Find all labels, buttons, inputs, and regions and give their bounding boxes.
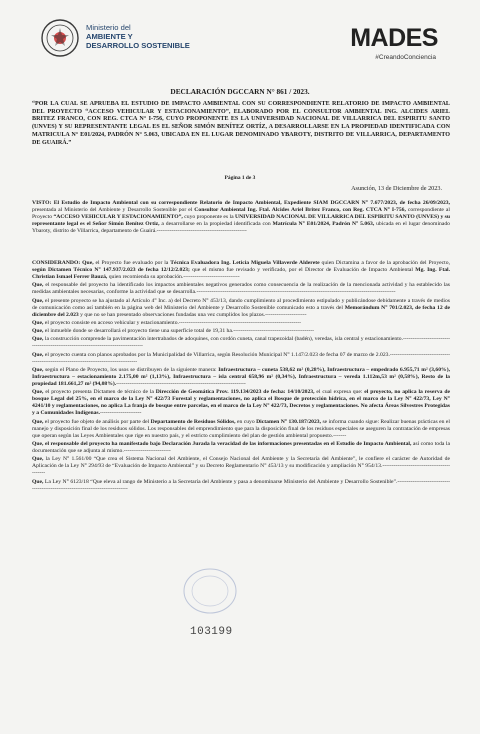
bold-text-run: Mg. Ing. Ftal. Christian Ismael Ferrer Bauzá, (32, 267, 451, 281)
page-number: Página 1 de 3 (224, 175, 256, 181)
bold-text-run: Que, (32, 282, 44, 289)
text-run: el Proyecto fue evaluado por la (93, 260, 171, 266)
bold-text-run: Memorándum N° 701/2.023, de fecha 12 de diciembre del 2.023 (32, 304, 450, 318)
document-title: DECLARACIÓN DGCCARN N° 861 / 2023. (170, 87, 310, 96)
bold-text-run: Que, (32, 478, 44, 485)
bold-text-run: Que, (32, 297, 44, 304)
considerando-paragraph (32, 328, 450, 335)
text-run: quien recomienda su aprobación.------------------------------ (107, 274, 240, 281)
considerando-paragraph (32, 282, 450, 296)
bold-text-run: el proyecto, no aplica la reserva de bosque Legal del 25%, en el marco de la Ley N° 422/73 Forestal y reglamentaciones, no aplica el Bosque de protección hídrica, en el marco de la Ley N° 422/73, Ley N° 4241/10 y reglamentaciones, no aplica La franja de bosque entre parcelas, en el marco de la Ley N° 422/73, Decretos y reglamentaciones. No afecta Áreas Silvestres Protegidas y a Comunidades Indígenas. (32, 389, 451, 417)
considerando-paragraph (32, 320, 450, 327)
text-run: la Ley N° 1.561/00 “Que crea el Sistema Nacional del Ambiente, el Consejo Nacional del Ambiente y la Secretaría del Ambiente”, le confiere el carácter de Autoridad de Aplicación de la Ley N° 294/93 de “Evaluación de Impacto Ambiental” y su Decreto Reglamentario N° 453/13 y su modificación y ampliación N° 954/13.------------------------------------------- (32, 456, 450, 477)
text-run: la construcción comprende la pavimentación intertrabados de adoquines, con cordón cuneta, canal trapezoidal (badén), veredas, isla central y estacionamiento.------------------------------------------------------------------------------------ (32, 336, 450, 350)
issue-date: Asunción, 13 de Diciembre de 2023. (351, 185, 442, 192)
bold-text-run: Técnica Evaluadora Ing. Leticia Miguela Villaverde Alderete (170, 260, 320, 266)
bold-text-run: Que, (32, 456, 44, 463)
text-run: el presente proyecto se ha ajustado al Artículo 4° Inc. a) del Decreto N° 453/13, dando cumplimiento al procedimiento estipulado y publicándose debidamente a través de medios de comunicación como así también en la página web del Ministerio del Ambiente y Desarrollo Sostenible comunicado esto a través del (32, 297, 450, 311)
bold-text-run: Dictamen N° 130.187/2023, (256, 418, 322, 425)
ministry-line-1: Ministerio del (86, 23, 131, 32)
bold-text-run: Que, el responsable del proyecto ha manifestado bajo Declaración Jurada la veracidad de las informaciones presentadas en el Estudio de Impacto Ambiental, (32, 441, 412, 447)
text-run: el proyecto fue objeto de análisis por parte del (43, 418, 151, 425)
bold-text-run: Que, (32, 319, 44, 326)
bold-text-run: UNIVERSIDAD NACIONAL DE VILLARRICA DEL ESPIRITU SANTO (UNVES) y su representante legal es el Señor Simón Benítez Ortiz, (32, 214, 451, 228)
bold-text-run: según Dictamen Técnico N° 147.937/2.023 de fecha 12/12/2.023; (32, 267, 190, 274)
ministry-line-3: DESARROLLO SOSTENIBLE (86, 41, 190, 51)
text-run: en cuyo (235, 418, 257, 425)
national-seal-icon (40, 18, 80, 58)
bold-text-run: Infraestructura – cuneta 538,62 m² (0,28%), Infraestructura – empedrado 6.955,71 m² (3,60%), Infraestructura – estacionamiento 2.175,00 m² (1,13%), Infraestructura – isla central 658,96 m² (0,34%), Infraestructura – vereda 1.112m,53 m² (0,58%), Resto de la propiedad 181.661,27 m² (94,08%). (32, 366, 450, 388)
bold-text-run: “ACCESO VEHICULAR Y ESTACIONAMIENTO”, (53, 214, 183, 221)
considerando-paragraph (32, 441, 450, 455)
bold-text-run: Matrícula N° E01/2024, Padrón N° 5.063, (272, 221, 375, 228)
text-run: el proyecto presenta Dictamen de técnico de la (43, 389, 156, 396)
considerando-paragraph (32, 298, 450, 319)
text-run: según el Plano de Proyecto, los usos se distribuyen de la siguiente manera: (43, 366, 219, 373)
bold-text-run: Que, (32, 418, 44, 425)
text-run: el responsable del proyecto ha identificado los impactos ambientales negativos generados como consecuencia de la realización de la mencionada actividad y ha establecido las medidas ambientales necesarias, conforme la actividad que se desarrolla.---------------------------------------------------------------------------------------------------------- (32, 282, 450, 296)
bold-text-run: Que, (32, 351, 44, 358)
text-run: ubicada en el lugar denominado Ybaroty, distrito de Villarrica, departamento de Guairá.------------------------------------------------ (32, 221, 450, 235)
bold-text-run: Departamento de Residuos Sólidos, (150, 418, 236, 425)
resolution-heading: “POR LA CUAL SE APRUEBA EL ESTUDIO DE IMPACTO AMBIENTAL CON SU CORRESPONDIENTE RELATORIO DE IMPACTO AMBIENTAL DEL PROYECTO “ACCESO VEHICULAR Y ESTACIONAMIENTO”, ELABORADO POR EL CONSULTOR AMBIENTAL ING. ALCIDES ARIEL BRITEZ FRANCO, CON REG. CTCA N° I-756, CUYO PROPONENTE ES LA UNIVERSIDAD NACIONAL DE VILLARRICA DEL ESPIRITU SANTO (UNVES) Y SU REPRESENTANTE LEGAL ES EL SEÑOR SIMÓN BENÍTEZ ORTÍZ, A DESARROLLARSE EN LA PROPIEDAD IDENTIFICADA CON MATRICULA N° E01/2024, PADRÓN N° 5.063, UBICADA EN EL LUGAR DENOMINADO YBAROTY, DISTRITO DE VILLARRICA, DEPARTAMENTO DE GUAIRÁ.” (32, 101, 450, 146)
document-serial-number: 103199 (190, 626, 233, 638)
text-run: quien Dictamina a favor de la aprobación del Proyecto, (319, 260, 450, 266)
considerando-paragraph (32, 419, 450, 440)
letterhead (40, 18, 460, 70)
bold-text-run: Que, (32, 336, 44, 343)
text-run: presentada al Ministerio del Ambiente y Desarrollo Sostenible por el (32, 207, 195, 214)
considerando-section (32, 260, 450, 494)
text-run: que el mismo fue revisado y verificado, por el Director de Evaluación de Impacto Ambiental (189, 267, 416, 274)
considerando-paragraph (32, 352, 450, 366)
considerando-paragraph (32, 479, 450, 493)
text-run: el inmueble donde se desarrollará el proyecto tiene una superficie total de 19,31 ha.------------------------------------------- (43, 328, 315, 335)
text-run: el proyecto consiste en acceso vehicular y estacionamiento.----------------------------------------------------------------- (43, 319, 302, 326)
considerando-paragraph (32, 260, 450, 281)
official-stamp-icon (180, 566, 240, 616)
visto-paragraph (32, 200, 450, 235)
bold-text-run: Que, (32, 328, 44, 335)
text-run: correspondiente al Proyecto (32, 207, 450, 221)
mades-logo: MADES (350, 24, 438, 52)
ministry-name (86, 23, 190, 51)
text-run: se informa cuando sigue: Realizar buenas prácticas en el manejo y disposición final de los residuos sólidos. Los responsables del emprendimiento que para la disposición final de los residuos especiales se aseguren la contratación de empresas que operan según las Leyes Ambientales que rige en nuestro país, y el estricto cumplimiento del plan de gestión ambiental propuesto.------- (32, 418, 450, 439)
visto-section (32, 200, 450, 235)
text-run: el proyecto cuenta con planos aprobados por la Municipalidad de Villarrica, según Resolución Municipal N° 1.147/2.023 de fecha 07 de marzo de 2.023.---------------------------------------------------------------------------------------- (32, 351, 450, 365)
considerando-paragraph (32, 456, 450, 477)
text-run: --------------------------------------------------------------------- (116, 381, 246, 388)
text-run: y que no se han presentado observaciones fundadas una vez cumplidos los plazos.---------------------- (78, 311, 307, 318)
text-run: a desarrollarse en la propiedad identificada con (159, 221, 273, 228)
considerando-paragraph (32, 367, 450, 388)
text-run: cuyo proponente es la (182, 214, 236, 221)
bold-text-run: Que, (32, 389, 44, 396)
bold-text-run: Consultor Ambiental Ing. Ftal. Alcides Ariel Britez Franco, con Reg. CTCA N° I-756, (194, 207, 406, 214)
bold-text-run: Dirección de Geomática Prov. 119.134/2023 de fecha: 14/10/2023, (155, 389, 315, 396)
text-run: el cual expresa que: (314, 389, 365, 396)
bold-text-run: Que, (32, 366, 44, 373)
text-run: así como toda la documentación que se adjunta al mismo.------------------------- (32, 441, 450, 455)
bold-text-run: CONSIDERANDO: Que, (32, 260, 94, 266)
text-run: ---------------------- (100, 410, 142, 417)
text-run: La Ley N° 6123/18 “Que eleva al rango de Ministerio a la Secretaría del Ambiente y pasa a denominarse Ministerio del Ambiente y Desarrollo Sostenible”.------------------------------------------------------------------------------- (32, 478, 450, 492)
bold-text-run: VISTO: El Estudio de Impacto Ambiental con su correspondiente Relatorio de Impacto Ambiental, Expediente SIAM DGCCARN N° 7.677/2023, de fecha 26/09/2023, (32, 200, 450, 206)
considerando-paragraph (32, 336, 450, 350)
mades-tagline: #CreandoConciencia (375, 54, 436, 61)
ministry-line-2: AMBIENTE Y (86, 32, 133, 42)
considerando-paragraph (32, 389, 450, 417)
